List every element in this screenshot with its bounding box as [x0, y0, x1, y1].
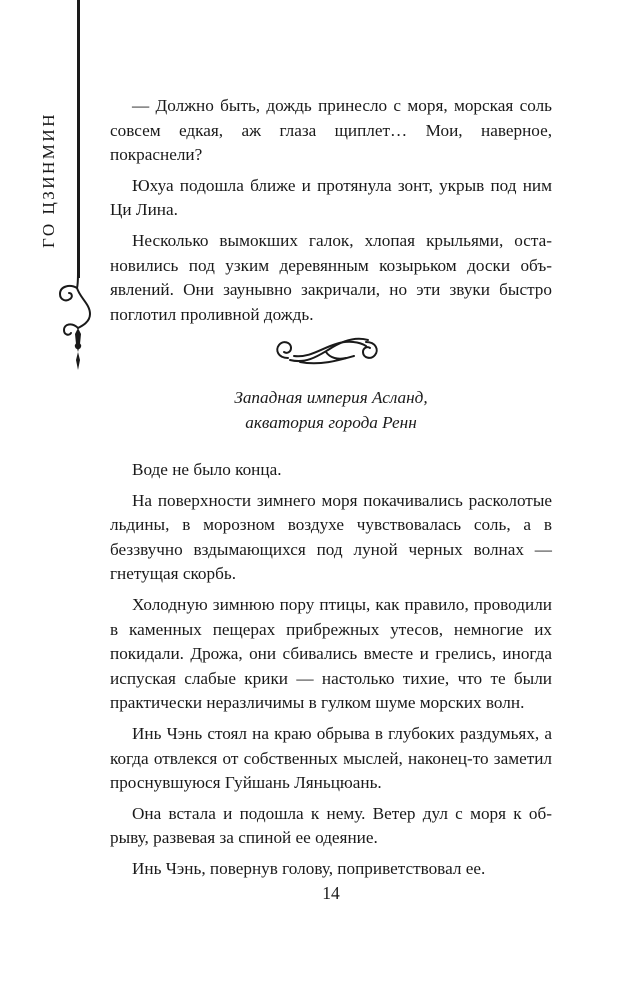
paragraph: Несколько вымокших галок, хлопая крыльями, остановились под узким деревянным козырьком доски объявлений. Они заунывно закричали, но эти звуки быстро поглотил проливной дождь. — [110, 230, 552, 324]
scene-heading-line: Западная империя Асланд, — [234, 388, 428, 407]
flourish-finial-icon — [50, 272, 106, 378]
scene-heading-line: акватория города Ренн — [245, 413, 417, 432]
section-one — [110, 94, 552, 333]
flourish-divider-icon — [270, 330, 384, 370]
scene-heading — [110, 385, 552, 435]
margin-rule — [77, 0, 80, 278]
running-head-author: ГО ЦЗИНМИН — [39, 112, 59, 248]
paragraph: Она встала и подошла к нему. Ветер дул с моря к обрыву, развевая за спиной ее одеяние. — [110, 803, 552, 848]
page-number: 14 — [322, 883, 340, 903]
paragraph: Воде не было конца. — [132, 460, 282, 479]
paragraph: На поверхности зимнего моря покачивались расколотые льдины, в морозном воздухе чувствовалась соль, а в беззвучно вздымающихся под луной черных волнах — гнетущая скорбь. — [110, 490, 552, 584]
paragraph: Юхуа подошла ближе и протянула зонт, укрыв под ним Ци Лина. — [110, 175, 552, 220]
paragraph: — Должно быть, дождь принесло с моря, морская соль совсем едкая, аж глаза щиплет… Мои, наверное, покраснели? — [110, 96, 552, 165]
paragraph: Инь Чэнь, повернув голову, поприветствовал ее. — [132, 858, 486, 878]
paragraph: Холодную зимнюю пору птицы, как правило, проводили в каменных пещерах прибрежных утесов, немногие их покидали. Дрожа, они сбивались вместе и грелись, иногда испуская слабые крики — настолько тихие, что те были практически неразличимы в гулком шуме морских волн. — [110, 594, 552, 713]
section-two — [110, 458, 552, 888]
paragraph: Инь Чэнь стоял на краю обрыва в глубоких раздумьях, а когда отвлекся от собственных мыслей, наконец-то заметил проснувшуюся Гуйшань Ляньцюань. — [110, 723, 552, 793]
running-head — [31, 84, 67, 276]
